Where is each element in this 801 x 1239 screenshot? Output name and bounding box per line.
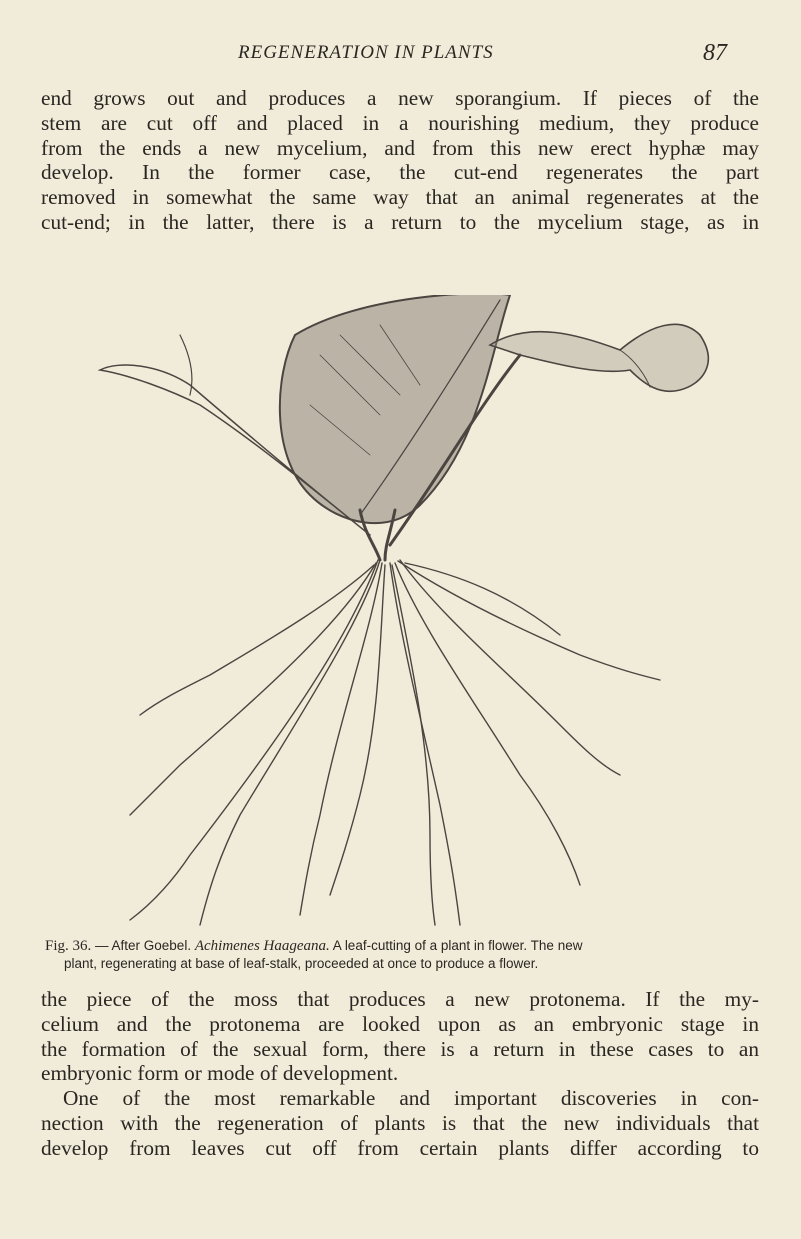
text-line: develop. In the former case, the cut-end regenerates the part (41, 160, 759, 185)
flower (490, 324, 708, 391)
paragraph-1 (41, 86, 759, 235)
caption-attribution: — After Goebel. (91, 938, 195, 953)
roots (130, 560, 660, 925)
text-line: cut-end; in the latter, there is a return to the mycelium stage, as in (41, 209, 759, 234)
text-line: develop from leaves cut off from certain plants differ according to (41, 1135, 759, 1160)
text-line: removed in somewhat the same way that an animal regenerates at the (41, 185, 759, 210)
caption-line-1: A leaf-cutting of a plant in flower. The new (329, 938, 583, 953)
text-line: celium and the protonema are looked upon as an embryonic stage in (41, 1011, 759, 1036)
page-number: 87 (703, 40, 727, 66)
text-line: the formation of the sexual form, there is a return in these cases to an (41, 1036, 759, 1061)
paragraph-3 (41, 1086, 759, 1160)
caption-line-2: plant, regenerating at base of leaf-stalk, proceeded at once to produce a flower. (64, 956, 539, 971)
species-name: Achimenes Haageana. (194, 938, 330, 954)
figure-caption (45, 937, 761, 973)
text-line: end grows out and produces a new sporangium. If pieces of the (41, 86, 759, 110)
figure-illustration (60, 295, 740, 930)
running-head: REGENERATION IN PLANTS (238, 42, 494, 63)
plant-illustration (60, 295, 740, 930)
text-line: stem are cut off and placed in a nourishing medium, they produce (41, 110, 759, 135)
text-line: from the ends a new mycelium, and from this new erect hyphæ may (41, 135, 759, 160)
page-header (0, 40, 801, 70)
text-line: One of the most remarkable and important discoveries in con- (63, 1086, 759, 1110)
text-line: nection with the regeneration of plants is that the new individuals that (41, 1110, 759, 1135)
paragraph-2 (41, 987, 759, 1086)
text-line: the piece of the moss that produces a new protonema. If the my- (41, 987, 759, 1011)
figure-label: Fig. 36. (45, 938, 92, 954)
text-line: embryonic form or mode of development. (41, 1061, 399, 1086)
